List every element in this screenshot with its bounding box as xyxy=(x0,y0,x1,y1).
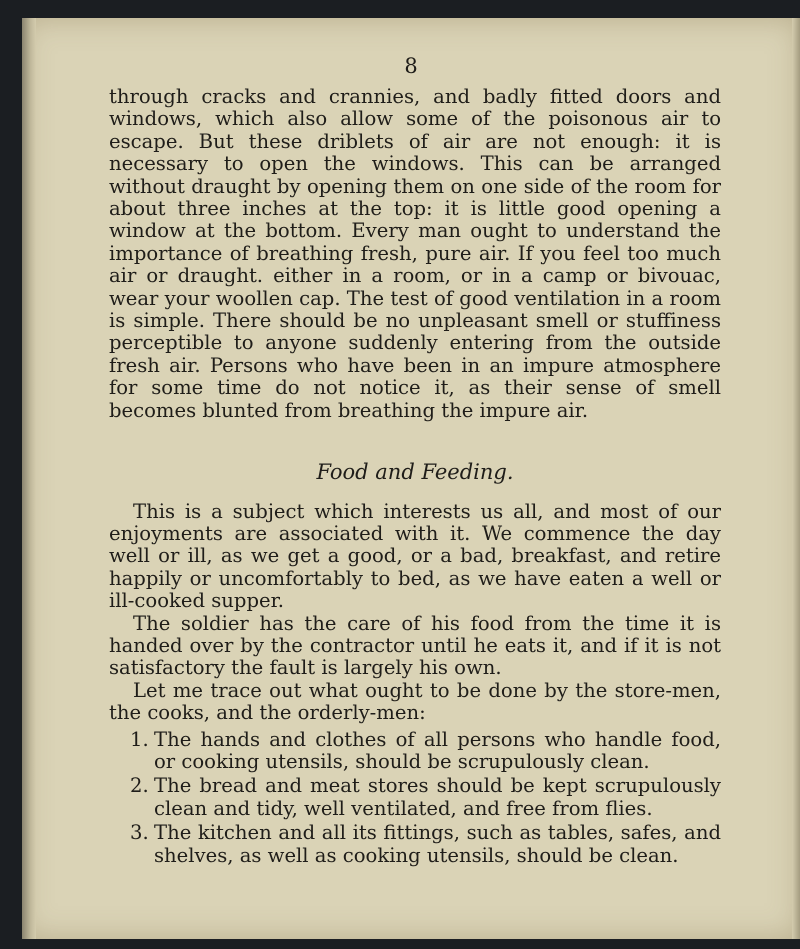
book-spine xyxy=(22,18,36,939)
book-page xyxy=(22,18,800,939)
list-item xyxy=(109,775,721,820)
paragraph-trace: Let me trace out what ought to be done by the store-men, the cooks, and the orderly-men: xyxy=(109,678,721,725)
list-item xyxy=(109,822,721,867)
list-text: The hands and clothes of all persons who handle food, or cooking utensils, should be scrupulously clean. xyxy=(154,727,721,773)
page-number: 8 xyxy=(404,54,418,78)
page-text xyxy=(109,86,721,867)
list-text: The bread and meat stores should be kept scrupulously clean and tidy, well ventilated, and free from flies. xyxy=(154,774,721,820)
page-edge xyxy=(792,18,800,939)
paragraph-ventilation: through cracks and crannies, and badly fitted doors and windows, which also allow some of the poisonous air to escape. But these driblets of air are not enough: it is necessary to open the windows. This can be arranged without draught by opening them on one side of the room for about three inches at the top: it is little good opening a window at the bottom. Every man ought to understand the importance of breathing fresh, pure air. If you feel too much air or draught. either in a room, or in a camp or bivouac, wear your woollen cap. The test of good ventilation in a room is simple. There should be no unpleasant smell or stuffiness perceptible to anyone suddenly entering from the outside fresh air. Persons who have been in an impure atmosphere for some time do not notice it, as their sense of smell becomes blunted from breathing the impure air. xyxy=(109,85,721,422)
list-text: The kitchen and all its fittings, such as tables, safes, and shelves, as well as cooking utensils, should be clean. xyxy=(154,821,721,867)
paragraph-intro: This is a subject which interests us all, and most of our enjoyments are associated with it. We commence the day well or ill, as we get a good, or a bad, breakfast, and retire happily or uncomfortably to bed, as we have eaten a well or ill-cooked supper. xyxy=(109,499,721,613)
list-item xyxy=(109,729,721,774)
section-heading: Food and Feeding. xyxy=(316,460,514,485)
list-number: 1. xyxy=(130,727,149,751)
list-number: 3. xyxy=(130,821,149,845)
paragraph-soldier: The soldier has the care of his food from the time it is handed over by the contractor until he eats it, and if it is not satisfactory the fault is largely his own. xyxy=(109,611,721,680)
list-number: 2. xyxy=(130,774,149,798)
numbered-list xyxy=(109,729,721,867)
